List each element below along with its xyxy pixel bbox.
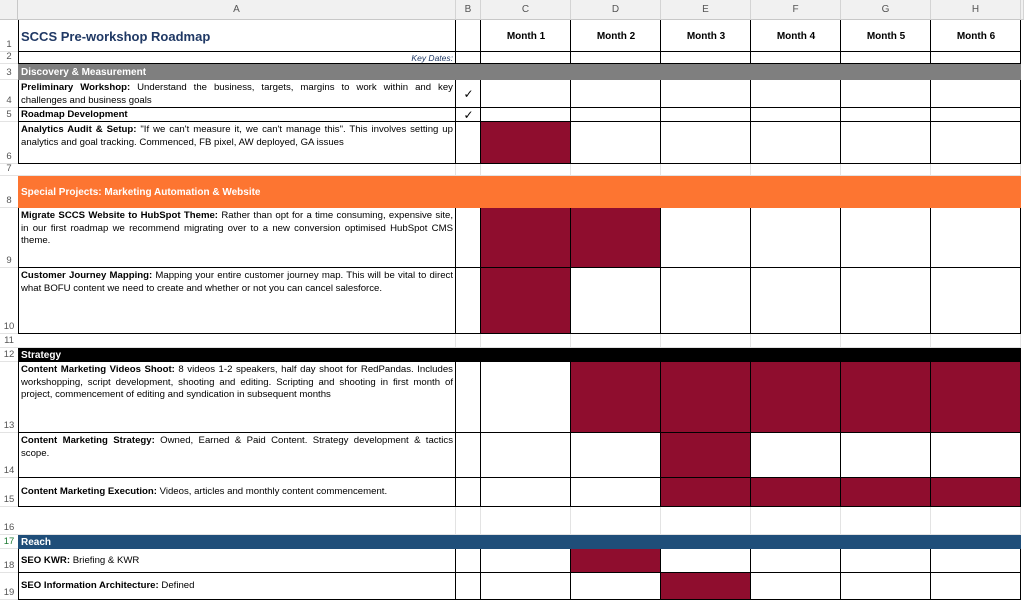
task-detail-row-10: Mapping your entire customer journey map. This will be vital to direct what BOFU content we need to create and whether or not you can cancel salesforce. [21, 270, 453, 294]
task-cell-d2[interactable] [571, 52, 661, 64]
task-title-row-4: Preliminary Workshop: [21, 82, 131, 93]
task-cell-h19[interactable] [931, 573, 1021, 600]
cell-d7[interactable] [571, 164, 661, 176]
row-header-12[interactable]: 12 [0, 348, 18, 362]
row-header-15[interactable]: 15 [0, 478, 18, 507]
task-cell-h18[interactable] [931, 549, 1021, 573]
task-cell-c13[interactable] [481, 362, 571, 433]
gantt-bar-d18[interactable] [571, 549, 661, 573]
task-cell-e6[interactable] [661, 122, 751, 164]
task-cell-b9[interactable] [456, 208, 481, 268]
cell-h7[interactable] [931, 164, 1021, 176]
task-detail-row-14: Owned, Earned & Paid Content. Strategy development & tactics scope. [21, 435, 453, 459]
task-description-row-14 [18, 433, 456, 478]
cell-b11[interactable] [456, 334, 481, 348]
task-title-row-14: Content Marketing Strategy: [21, 435, 155, 446]
key-dates-label: Key Dates: [411, 53, 453, 63]
cell-g11[interactable] [841, 334, 931, 348]
task-description-row-18 [18, 549, 456, 573]
month-header-5: Month 5 [866, 30, 906, 42]
cell-g7[interactable] [841, 164, 931, 176]
cell-c11[interactable] [481, 334, 571, 348]
row-header-3[interactable]: 3 [0, 64, 18, 80]
cell-d16[interactable] [571, 507, 661, 535]
task-cell-g10[interactable] [841, 268, 931, 334]
section-band-discovery: Discovery & Measurement [18, 64, 1021, 80]
task-title-row-10: Customer Journey Mapping: [21, 270, 153, 281]
row-header-8[interactable]: 8 [0, 176, 18, 208]
gantt-bar-g13[interactable] [841, 362, 931, 433]
task-cell-c19[interactable] [481, 573, 571, 600]
task-detail-row-6: "If we can't measure it, we can't manage this". This involves setting up analytics and goal tracking. Commenced, FB pixel, AW deployed, GA issues [21, 124, 453, 148]
task-cell-f19[interactable] [751, 573, 841, 600]
task-detail-row-18: Briefing & KWR [70, 554, 140, 566]
task-cell-c5[interactable] [481, 108, 571, 122]
gantt-bar-d9[interactable] [571, 208, 661, 268]
row-header-6[interactable]: 6 [0, 122, 18, 164]
task-description-row-5 [18, 108, 456, 122]
column-header-a[interactable]: A [18, 0, 456, 20]
task-text-row-5 [21, 109, 128, 122]
row-header-17[interactable]: 17 [0, 535, 18, 549]
task-cell-f4[interactable] [751, 80, 841, 108]
task-cell-g2[interactable] [841, 52, 931, 64]
gantt-bar-f15[interactable] [751, 478, 841, 507]
task-cell-g18[interactable] [841, 549, 931, 573]
cell-g16[interactable] [841, 507, 931, 535]
checkmark-icon: ✓ [463, 108, 474, 122]
task-cell-d19[interactable] [571, 573, 661, 600]
task-description-row-13 [18, 362, 456, 433]
task-text-row-14 [21, 435, 453, 459]
gantt-bar-c6[interactable] [481, 122, 571, 164]
task-text-row-19 [21, 580, 194, 593]
task-cell-e2[interactable] [661, 52, 751, 64]
task-text-row-4 [21, 82, 453, 106]
task-cell-g6[interactable] [841, 122, 931, 164]
month-header-1: Month 1 [506, 30, 546, 42]
task-cell-h10[interactable] [931, 268, 1021, 334]
task-title-row-5: Roadmap Development [21, 108, 128, 120]
task-cell-e5[interactable] [661, 108, 751, 122]
task-cell-h5[interactable] [931, 108, 1021, 122]
cell-f16[interactable] [751, 507, 841, 535]
task-detail-row-4: Understand the business, targets, margins to work within and key challenges and business goals [21, 82, 453, 106]
task-cell-b13[interactable] [456, 362, 481, 433]
task-cell-b6[interactable] [456, 122, 481, 164]
row-header-14[interactable]: 14 [0, 433, 18, 478]
task-cell-d4[interactable] [571, 80, 661, 108]
task-cell-d5[interactable] [571, 108, 661, 122]
task-cell-h2[interactable] [931, 52, 1021, 64]
column-header-e[interactable]: E [661, 0, 751, 20]
task-cell-b2[interactable] [456, 52, 481, 64]
task-title-row-18: SEO KWR: [21, 554, 71, 566]
row-header-1[interactable]: 1 [0, 20, 18, 52]
column-header-f[interactable]: F [751, 0, 841, 20]
task-cell-f10[interactable] [751, 268, 841, 334]
task-cell-e10[interactable] [661, 268, 751, 334]
cell-f11[interactable] [751, 334, 841, 348]
task-text-row-9 [21, 210, 453, 246]
task-cell-e9[interactable] [661, 208, 751, 268]
task-cell-b1[interactable] [456, 20, 481, 52]
cell-a11[interactable] [18, 334, 456, 348]
task-cell-b19[interactable] [456, 573, 481, 600]
gantt-bar-e14[interactable] [661, 433, 751, 478]
task-detail-row-13: 8 videos 1-2 speakers, half day shoot for RedPandas. Includes workshopping, script development, shooting and editing. Scripting and shooting in first month of project, commencement of editing and syndication in subsequent months [21, 364, 453, 401]
cell-c16[interactable] [481, 507, 571, 535]
task-description-row-9 [18, 208, 456, 268]
section-band-reach: Reach [18, 535, 1021, 549]
section-band-strategy: Strategy [18, 348, 1021, 362]
cell-b7[interactable] [456, 164, 481, 176]
task-cell-c2[interactable] [481, 52, 571, 64]
task-detail-row-15: Videos, articles and monthly content commencement. [156, 486, 388, 498]
task-title-row-15: Content Marketing Execution: [21, 486, 157, 498]
month-header-3: Month 3 [686, 30, 726, 42]
task-cell-g4[interactable] [841, 80, 931, 108]
gantt-bar-e19[interactable] [661, 573, 751, 600]
month-header-2: Month 2 [596, 30, 636, 42]
gantt-bar-d13[interactable] [571, 362, 661, 433]
task-cell-g5[interactable] [841, 108, 931, 122]
task-cell-f14[interactable] [751, 433, 841, 478]
cell-d11[interactable] [571, 334, 661, 348]
row-header-4[interactable]: 4 [0, 80, 18, 108]
cell-e11[interactable] [661, 334, 751, 348]
task-cell-c15[interactable] [481, 478, 571, 507]
section-band-special: Special Projects: Marketing Automation & Website [18, 176, 1021, 208]
task-cell-b10[interactable] [456, 268, 481, 334]
row-header-5[interactable]: 5 [0, 108, 18, 122]
task-text-row-18 [21, 555, 139, 568]
task-description-row-4 [18, 80, 456, 108]
task-cell-b15[interactable] [456, 478, 481, 507]
row-header-19[interactable]: 19 [0, 573, 18, 600]
task-cell-g9[interactable] [841, 208, 931, 268]
task-title-row-6: Analytics Audit & Setup: [21, 124, 137, 135]
task-cell-f9[interactable] [751, 208, 841, 268]
task-cell-h6[interactable] [931, 122, 1021, 164]
cell-a7[interactable] [18, 164, 456, 176]
gantt-bar-c10[interactable] [481, 268, 571, 334]
task-cell-f5[interactable] [751, 108, 841, 122]
task-cell-c14[interactable] [481, 433, 571, 478]
gantt-bar-h15[interactable] [931, 478, 1021, 507]
task-title-row-9: Migrate SCCS Website to HubSpot Theme: [21, 210, 219, 221]
cell-e16[interactable] [661, 507, 751, 535]
column-header-g[interactable]: G [841, 0, 931, 20]
gantt-bar-g15[interactable] [841, 478, 931, 507]
gantt-bar-h13[interactable] [931, 362, 1021, 433]
task-cell-g19[interactable] [841, 573, 931, 600]
row-header-18[interactable]: 18 [0, 549, 18, 573]
column-header-d[interactable]: D [571, 0, 661, 20]
task-cell-e4[interactable] [661, 80, 751, 108]
task-cell-g14[interactable] [841, 433, 931, 478]
task-text-row-10 [21, 270, 453, 294]
gantt-bar-e13[interactable] [661, 362, 751, 433]
task-title-row-13: Content Marketing Videos Shoot: [21, 364, 175, 375]
row-header-9[interactable]: 9 [0, 208, 18, 268]
column-header-h[interactable]: H [931, 0, 1021, 20]
row-header-16[interactable]: 16 [0, 507, 18, 535]
task-cell-d6[interactable] [571, 122, 661, 164]
page-title: SCCS Pre-workshop Roadmap [21, 28, 211, 44]
gantt-bar-f13[interactable] [751, 362, 841, 433]
cell-e7[interactable] [661, 164, 751, 176]
task-detail-row-9: Rather than opt for a time consuming, expensive site, in our first roadmap we recommend migrating over to a new conversion optimised HubSpot CMS theme. [21, 210, 454, 247]
task-cell-f2[interactable] [751, 52, 841, 64]
task-title-row-19: SEO Information Architecture: [21, 580, 159, 592]
cell-a16[interactable] [18, 507, 456, 535]
gantt-bar-c9[interactable] [481, 208, 571, 268]
row-header-2[interactable]: 2 [0, 52, 18, 64]
task-description-row-19 [18, 573, 456, 600]
row-header-13[interactable]: 13 [0, 362, 18, 433]
task-text-row-13 [21, 364, 453, 400]
cell-h16[interactable] [931, 507, 1021, 535]
task-cell-c4[interactable] [481, 80, 571, 108]
task-cell-e18[interactable] [661, 549, 751, 573]
task-cell-f18[interactable] [751, 549, 841, 573]
task-cell-b18[interactable] [456, 549, 481, 573]
task-cell-h9[interactable] [931, 208, 1021, 268]
month-header-4: Month 4 [776, 30, 816, 42]
row-header-7[interactable]: 7 [0, 164, 18, 176]
task-description-row-10 [18, 268, 456, 334]
task-cell-h14[interactable] [931, 433, 1021, 478]
task-cell-d10[interactable] [571, 268, 661, 334]
checkmark-icon: ✓ [463, 87, 474, 101]
task-cell-f6[interactable] [751, 122, 841, 164]
task-cell-h4[interactable] [931, 80, 1021, 108]
task-cell-d14[interactable] [571, 433, 661, 478]
column-header-c[interactable]: C [481, 0, 571, 20]
cell-f7[interactable] [751, 164, 841, 176]
task-cell-c18[interactable] [481, 549, 571, 573]
task-text-row-6 [21, 124, 453, 148]
cell-c7[interactable] [481, 164, 571, 176]
row-header-11[interactable]: 11 [0, 334, 18, 348]
task-description-row-15 [18, 478, 456, 507]
task-text-row-15 [21, 486, 387, 499]
row-header-10[interactable]: 10 [0, 268, 18, 334]
task-detail-row-19: Defined [158, 580, 195, 592]
task-description-row-6 [18, 122, 456, 164]
month-header-6: Month 6 [956, 30, 996, 42]
column-header-b[interactable]: B [456, 0, 481, 20]
gantt-bar-e15[interactable] [661, 478, 751, 507]
task-cell-d15[interactable] [571, 478, 661, 507]
task-cell-b14[interactable] [456, 433, 481, 478]
select-all-corner[interactable] [0, 0, 18, 20]
cell-h11[interactable] [931, 334, 1021, 348]
cell-b16[interactable] [456, 507, 481, 535]
